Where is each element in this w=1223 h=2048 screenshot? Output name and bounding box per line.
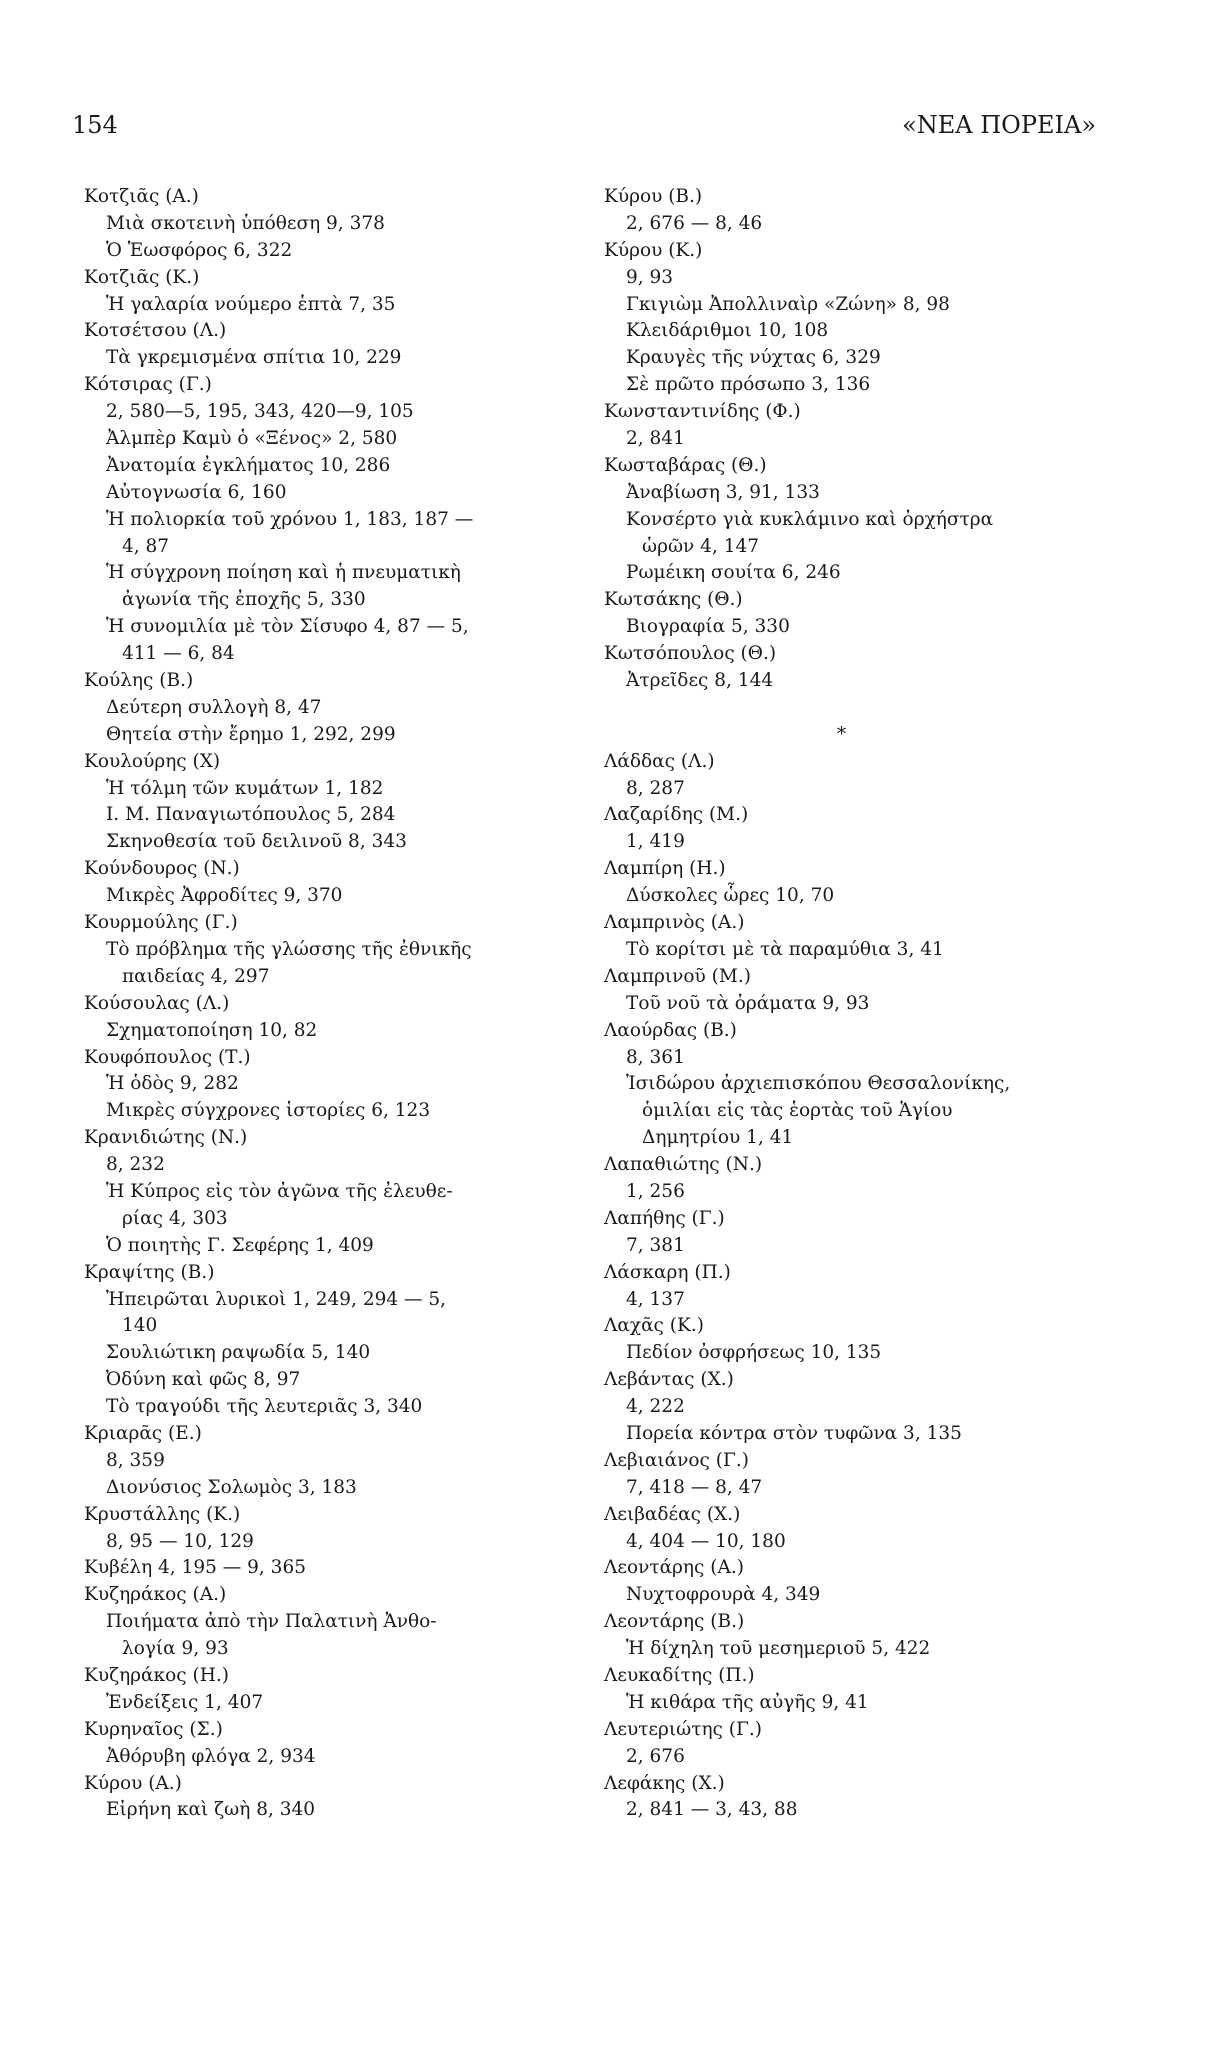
work-entry: Σκηνοθεσία τοῦ δειλινοῦ 8, 343 [106,831,407,853]
work-entry: Γκιγιὼμ Ἀπολλιναὶρ «Ζώνη» 8, 98 [626,293,950,315]
work-entry: Ὀδύνη καὶ φῶς 8, 97 [106,1369,301,1391]
author-heading: Κοτζιᾶς (Α.) [84,186,199,207]
author-heading: Κούσουλας (Λ.) [84,992,230,1014]
author-heading: Κούνδουρος (Ν.) [84,858,240,880]
work-entry: Ἡ γαλαρία νούμερο ἑπτὰ 7, 35 [106,293,396,315]
work-entry: Ρωμέικη σουίτα 6, 246 [626,562,841,584]
author-heading: Κωσταβάρας (Θ.) [604,454,767,476]
work-entry: 4, 404 — 10, 180 [626,1530,786,1552]
work-entry: Μικρὲς σύγχρονες ἱστορίες 6, 123 [106,1100,431,1122]
work-entry: 2, 841 — 3, 43, 88 [626,1799,798,1821]
author-heading: Κοτσέτσου (Λ.) [84,320,227,342]
author-heading: Κωτσάκης (Θ.) [604,589,743,611]
work-entry: Ὁ ποιητὴς Γ. Σεφέρης 1, 409 [106,1234,374,1256]
work-entry: 7, 418 — 8, 47 [626,1476,763,1498]
work-entry: Μιὰ σκοτεινὴ ὑπόθεση 9, 378 [106,212,385,234]
work-entry: 4, 222 [626,1396,685,1418]
work-entry: 4, 137 [626,1288,685,1310]
work-entry: Ἀλμπὲρ Καμὺ ὁ «Ξένος» 2, 580 [106,428,398,450]
author-heading: Λαμπρινοῦ (Μ.) [604,965,751,987]
author-heading: Κουρμούλης (Γ.) [84,912,238,934]
work-entry: Ἡ ὁδὸς 9, 282 [106,1073,239,1095]
work-entry: 2, 676 [626,1745,685,1767]
author-heading: Κύρου (Β.) [604,186,703,207]
work-entry: Ἡ πολιορκία τοῦ χρόνου 1, 183, 187 — [106,508,474,530]
author-heading: Κούλης (Β.) [84,670,194,692]
work-entry-continuation: ἀγωνία τῆς ἐποχῆς 5, 330 [122,589,366,611]
work-entry: Ἰσιδώρου ἀρχιεπισκόπου Θεσσαλονίκης, [626,1073,1011,1095]
work-entry: Πεδίον ὀσφρήσεως 10, 135 [626,1342,882,1364]
work-entry: Ἡ Κύπρος εἰς τὸν ἀγῶνα τῆς ἐλευθε- [106,1180,453,1202]
work-entry: Ἀναβίωση 3, 91, 133 [626,481,820,503]
author-heading: Κυζηράκος (Α.) [84,1584,227,1606]
work-entry: Ἐνδείξεις 1, 407 [106,1691,264,1713]
author-heading: Λαπήθης (Γ.) [604,1207,725,1229]
work-entry: Νυχτοφρουρὰ 4, 349 [626,1584,821,1606]
work-entry: Θητεία στὴν ἔρημο 1, 292, 299 [106,723,396,745]
work-entry: Πορεία κόντρα στὸν τυφῶνα 3, 135 [626,1422,962,1444]
work-entry: 8, 95 — 10, 129 [106,1530,254,1552]
page-number: 154 [72,111,118,139]
author-heading: Κωνσταντινίδης (Φ.) [604,401,801,423]
author-heading: Κωτσόπουλος (Θ.) [604,643,777,665]
author-heading: Κυρηναῖος (Σ.) [84,1718,223,1740]
author-heading: Λεοντάρης (Α.) [604,1557,744,1579]
work-entry: Τὸ κορίτσι μὲ τὰ παραμύθια 3, 41 [626,938,944,960]
work-entry: 2, 580—5, 195, 343, 420—9, 105 [106,401,414,423]
work-entry: Δεύτερη συλλογὴ 8, 47 [106,696,322,718]
work-entry: Ἠπειρῶται λυρικοὶ 1, 249, 294 — 5, [106,1288,447,1310]
work-entry-continuation: λογία 9, 93 [122,1638,229,1660]
work-entry-continuation: ρίας 4, 303 [122,1207,228,1229]
work-entry: Σχηματοποίηση 10, 82 [106,1019,318,1041]
author-heading: Κριαρᾶς (Ε.) [84,1422,202,1444]
work-entry: Τὸ πρόβλημα τῆς γλώσσης τῆς ἐθνικῆς [106,938,472,960]
work-entry: 1, 419 [626,831,685,853]
work-entry: Βιογραφία 5, 330 [626,616,790,638]
author-heading: Λαπαθιώτης (Ν.) [604,1154,763,1176]
author-heading: Κυβέλη 4, 195 — 9, 365 [84,1557,306,1579]
author-heading: Λαμπίρη (Η.) [604,858,726,880]
work-entry: Ι. Μ. Παναγιωτόπουλος 5, 284 [106,804,396,826]
author-heading: Λάδδας (Λ.) [604,750,715,772]
author-heading: Κύρου (Κ.) [604,239,703,261]
work-entry: Ἡ δίχηλη τοῦ μεσημεριοῦ 5, 422 [626,1638,931,1660]
work-entry: 2, 676 — 8, 46 [626,212,763,234]
work-entry-continuation: 140 [122,1315,158,1337]
author-heading: Κουλούρης (Χ) [84,750,221,772]
work-entry: Ἡ κιθάρα τῆς αὐγῆς 9, 41 [626,1691,869,1713]
author-heading: Λευτεριώτης (Γ.) [604,1718,762,1740]
work-entry: Αὐτογνωσία 6, 160 [106,481,287,503]
work-entry: 2, 841 [626,428,685,450]
work-entry: Τοῦ νοῦ τὰ ὁράματα 9, 93 [626,992,870,1014]
work-entry-continuation: ὡρῶν 4, 147 [642,535,760,557]
author-heading: Κουφόπουλος (Τ.) [84,1046,251,1068]
work-entry: 8, 232 [106,1154,165,1176]
author-heading: Λεβάντας (Χ.) [604,1369,734,1391]
author-heading: Κότσιρας (Γ.) [84,374,212,396]
work-entry: 7, 381 [626,1234,685,1256]
index-column-right [604,184,1149,1824]
work-entry-continuation: Δημητρίου 1, 41 [642,1127,794,1149]
work-entry-continuation: ὁμιλίαι εἰς τὰς ἑορτὰς τοῦ Ἁγίου [642,1100,953,1122]
section-divider-asterisk: * [836,723,847,745]
work-entry: Ὁ Ἑωσφόρος 6, 322 [106,239,293,261]
journal-title: «ΝΕΑ ΠΟΡΕΙΑ» [902,111,1096,139]
work-entry: 8, 287 [626,777,685,799]
work-entry: Δύσκολες ὧρες 10, 70 [626,885,835,907]
author-heading: Λειβαδέας (Χ.) [604,1503,741,1525]
author-heading: Κοτζιᾶς (Κ.) [84,266,200,288]
work-entry-continuation: 4, 87 [122,535,170,557]
work-entry: 9, 93 [626,266,674,288]
work-entry: Ἀνατομία ἐγκλήματος 10, 286 [106,454,391,476]
work-entry: Μικρὲς Ἀφροδίτες 9, 370 [106,885,343,907]
blank-line [604,695,1149,722]
author-heading: Κρυστάλλης (Κ.) [84,1503,241,1525]
work-entry: Κονσέρτο γιὰ κυκλάμινο καὶ ὀρχήστρα [626,508,994,530]
author-heading: Λαχᾶς (Κ.) [604,1315,704,1337]
work-entry: Τὰ γκρεμισμένα σπίτια 10, 229 [106,347,402,369]
author-heading: Λεφάκης (Χ.) [604,1772,725,1794]
work-entry: Εἰρήνη καὶ ζωὴ 8, 340 [106,1799,316,1821]
work-entry: 8, 361 [626,1046,685,1068]
work-entry-continuation: παιδείας 4, 297 [122,965,270,987]
work-entry: Ἡ τόλμη τῶν κυμάτων 1, 182 [106,777,384,799]
author-heading: Λεοντάρης (Β.) [604,1611,745,1633]
work-entry: Διονύσιος Σολωμὸς 3, 183 [106,1476,357,1498]
author-heading: Λευκαδίτης (Π.) [604,1664,755,1686]
work-entry: Σὲ πρῶτο πρόσωπο 3, 136 [626,374,871,396]
work-entry: 8, 359 [106,1449,165,1471]
author-heading: Κυζηράκος (Η.) [84,1664,229,1686]
author-heading: Λαμπρινὸς (Α.) [604,912,745,934]
author-heading: Λαούρδας (Β.) [604,1019,737,1041]
work-entry: Ἀθόρυβη φλόγα 2, 934 [106,1745,316,1767]
author-heading: Κύρου (Α.) [84,1772,182,1794]
work-entry: Ἡ συνομιλία μὲ τὸν Σίσυφο 4, 87 — 5, [106,616,469,638]
index-column-left [84,184,564,1824]
work-entry: Κλειδάριθμοι 10, 108 [626,320,829,342]
work-entry: Τὸ τραγούδι τῆς λευτεριᾶς 3, 340 [106,1396,423,1418]
author-heading: Κραψίτης (Β.) [84,1261,215,1283]
author-heading: Λαζαρίδης (Μ.) [604,804,749,826]
author-heading: Λάσκαρη (Π.) [604,1261,731,1283]
work-entry: Ποιήματα ἀπὸ τὴν Παλατινὴ Ἀνθο- [106,1611,437,1633]
work-entry: Ἀτρεῖδες 8, 144 [626,670,774,692]
work-entry: Ἡ σύγχρονη ποίηση καὶ ἡ πνευματικὴ [106,562,461,584]
work-entry-continuation: 411 — 6, 84 [122,643,235,665]
work-entry: Κραυγὲς τῆς νύχτας 6, 329 [626,347,881,369]
author-heading: Κρανιδιώτης (Ν.) [84,1127,248,1149]
work-entry: 1, 256 [626,1180,685,1202]
work-entry: Σουλιώτικη ραψωδία 5, 140 [106,1342,371,1364]
author-heading: Λεβιαιάνος (Γ.) [604,1449,749,1471]
